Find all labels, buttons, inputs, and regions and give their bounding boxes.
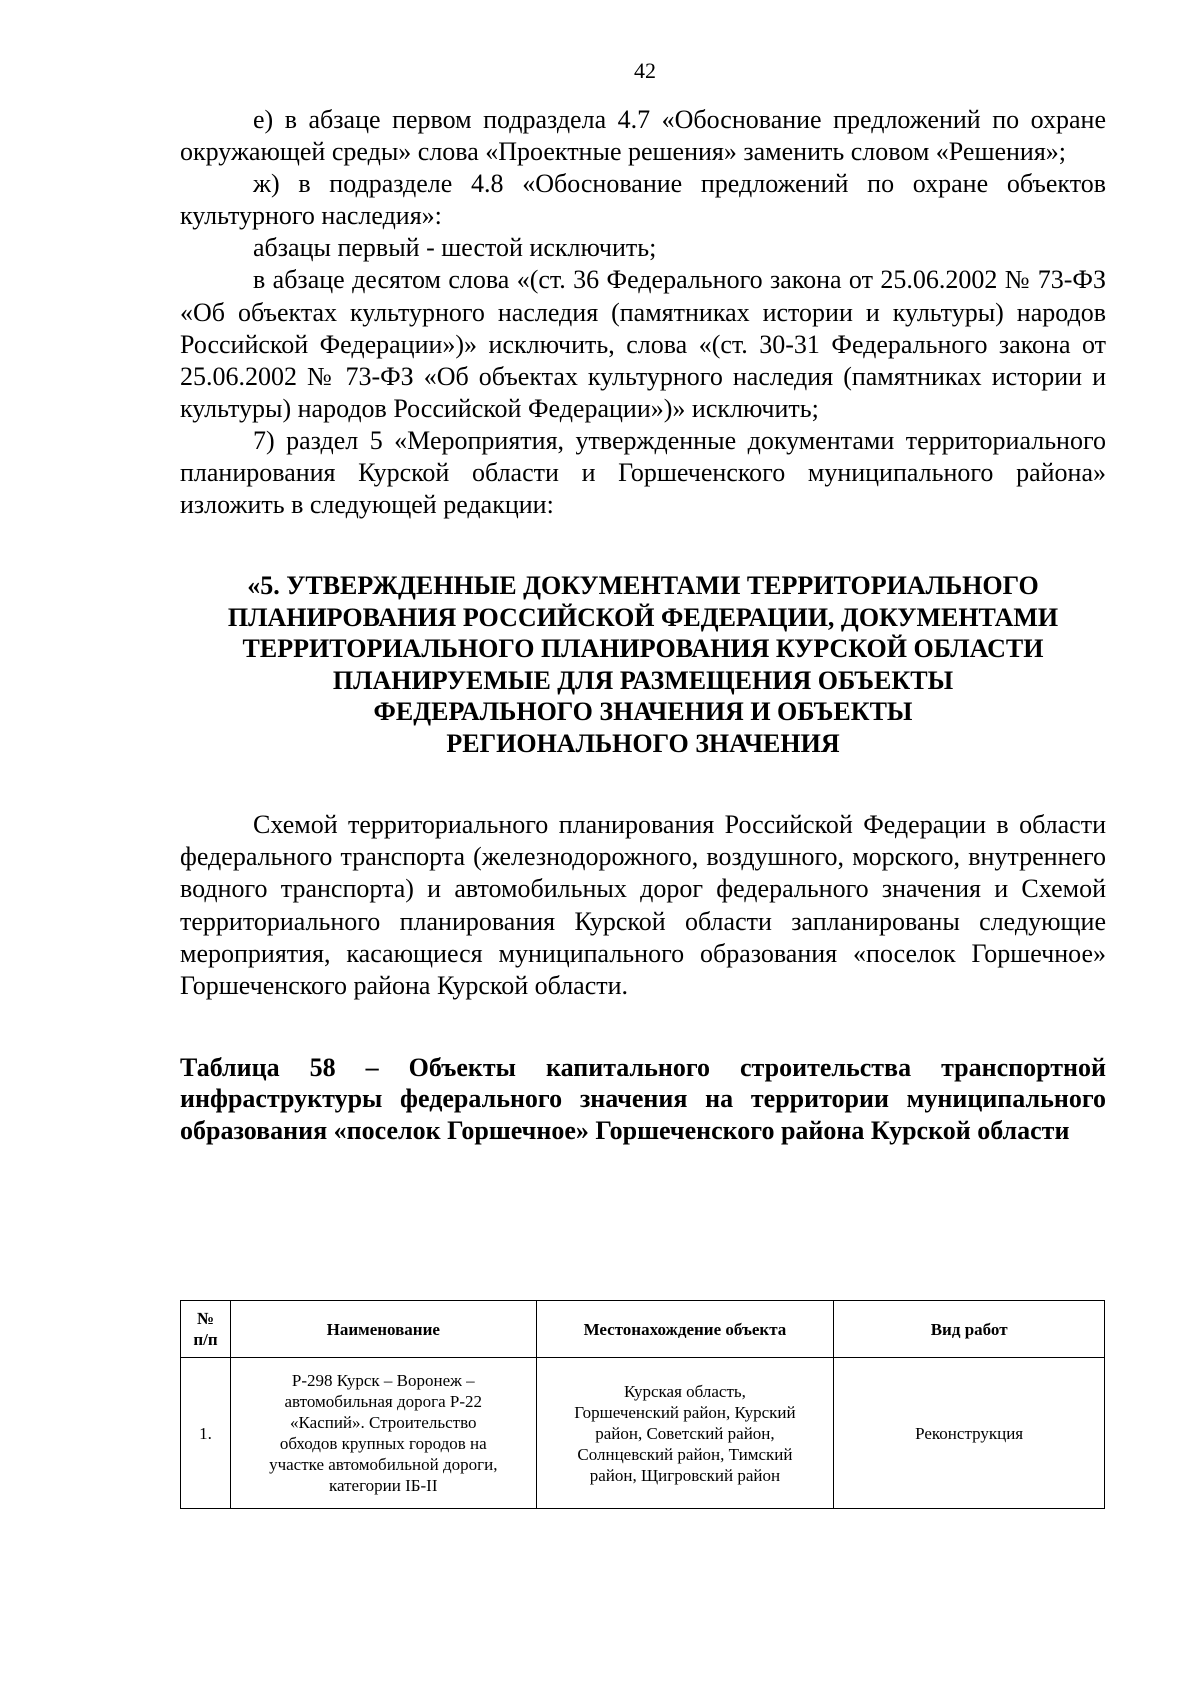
header-num-line2: п/п bbox=[193, 1330, 218, 1349]
cell-location-line: район, Щигровский район bbox=[589, 1465, 781, 1485]
cell-location-line: Горшеченский район, Курский bbox=[574, 1402, 796, 1422]
cell-name bbox=[230, 1358, 536, 1509]
heading-line: ФЕДЕРАЛЬНОГО ЗНАЧЕНИЯ И ОБЪЕКТЫ bbox=[373, 697, 913, 727]
paragraph-7-razdel-5: 7) раздел 5 «Мероприятия, утвержденные документами территориального планирования Курской области и Горшеченского муниципального района» изложить в следующей редакции: bbox=[180, 425, 1106, 520]
cell-num: 1. bbox=[181, 1358, 231, 1509]
heading-line: ПЛАНИРОВАНИЯ РОССИЙСКОЙ ФЕДЕРАЦИИ, ДОКУМЕНТАМИ bbox=[227, 602, 1059, 632]
table-caption: Таблица 58 – Объекты капитального строительства транспортной инфраструктуры федерального значения на территории муниципального образования «поселок Горшечное» Горшеченского района Курской области bbox=[180, 1052, 1106, 1145]
cell-location bbox=[536, 1358, 834, 1509]
cell-location-line: Курская область, bbox=[623, 1381, 746, 1401]
document-body bbox=[180, 104, 1106, 1146]
cell-name-line: Р-298 Курск – Воронеж – bbox=[291, 1371, 475, 1390]
paragraph-abzats-desyatyy: в абзаце десятом слова «(ст. 36 Федерального закона от 25.06.2002 № 73-ФЗ «Об объектах культурного наследия (памятниках истории и культуры) народов Российской Федерации»)» исключить, слова «(ст. 30-31 Федерального закона от 25.06.2002 № 73-ФЗ «Об объектах культурного наследия (памятниках истории и культуры) народов Российской Федерации»)» исключить; bbox=[180, 265, 1106, 423]
heading-line: «5. УТВЕРЖДЕННЫЕ ДОКУМЕНТАМИ ТЕРРИТОРИАЛЬНОГО bbox=[247, 571, 1039, 601]
objects-table bbox=[180, 1300, 1105, 1509]
cell-location-line: Солнцевский район, Тимский bbox=[577, 1444, 793, 1464]
table-header-row bbox=[181, 1301, 1105, 1358]
cell-name-line: обходов крупных городов на bbox=[279, 1434, 487, 1453]
paragraph-e: е) в абзаце первом подраздела 4.7 «Обоснование предложений по охране окружающей среды» слова «Проектные решения» заменить словом «Решения»; bbox=[180, 105, 1106, 167]
paragraph-abzatsy: абзацы первый - шестой исключить; bbox=[253, 233, 657, 263]
header-num bbox=[181, 1301, 231, 1358]
body-paragraph: Схемой территориального планирования Российской Федерации в области федерального транспорта (железнодорожного, воздушного, морского, внутреннего водного транспорта) и автомобильных дорог федерального значения и Схемой территориального планирования Курской области запланированы следующие мероприятия, касающиеся муниципального образования «поселок Горшечное» Горшеченского района Курской области. bbox=[180, 810, 1106, 1000]
header-name: Наименование bbox=[230, 1301, 536, 1358]
header-num-line1: № bbox=[196, 1309, 215, 1328]
section-heading bbox=[180, 570, 1106, 759]
heading-line: РЕГИОНАЛЬНОГО ЗНАЧЕНИЯ bbox=[446, 728, 840, 758]
cell-name-line: категории IБ-II bbox=[329, 1476, 438, 1495]
header-work-type: Вид работ bbox=[834, 1301, 1105, 1358]
cell-location-line: район, Советский район, bbox=[595, 1423, 775, 1443]
header-location: Местонахождение объекта bbox=[536, 1301, 834, 1358]
cell-work-type: Реконструкция bbox=[834, 1358, 1105, 1509]
heading-line: ПЛАНИРУЕМЫЕ ДЛЯ РАЗМЕЩЕНИЯ ОБЪЕКТЫ bbox=[332, 665, 954, 695]
cell-name-line: автомобильная дорога Р-22 bbox=[284, 1392, 483, 1411]
paragraph-zh: ж) в подразделе 4.8 «Обоснование предложений по охране объектов культурного наследия»: bbox=[180, 169, 1106, 231]
cell-name-line: «Каспий». Строительство bbox=[290, 1413, 477, 1432]
table-row bbox=[181, 1358, 1105, 1509]
heading-line: ТЕРРИТОРИАЛЬНОГО ПЛАНИРОВАНИЯ КУРСКОЙ ОБЛАСТИ bbox=[242, 634, 1044, 664]
page-number: 42 bbox=[634, 58, 656, 83]
cell-name-line: участке автомобильной дороги, bbox=[269, 1455, 498, 1474]
